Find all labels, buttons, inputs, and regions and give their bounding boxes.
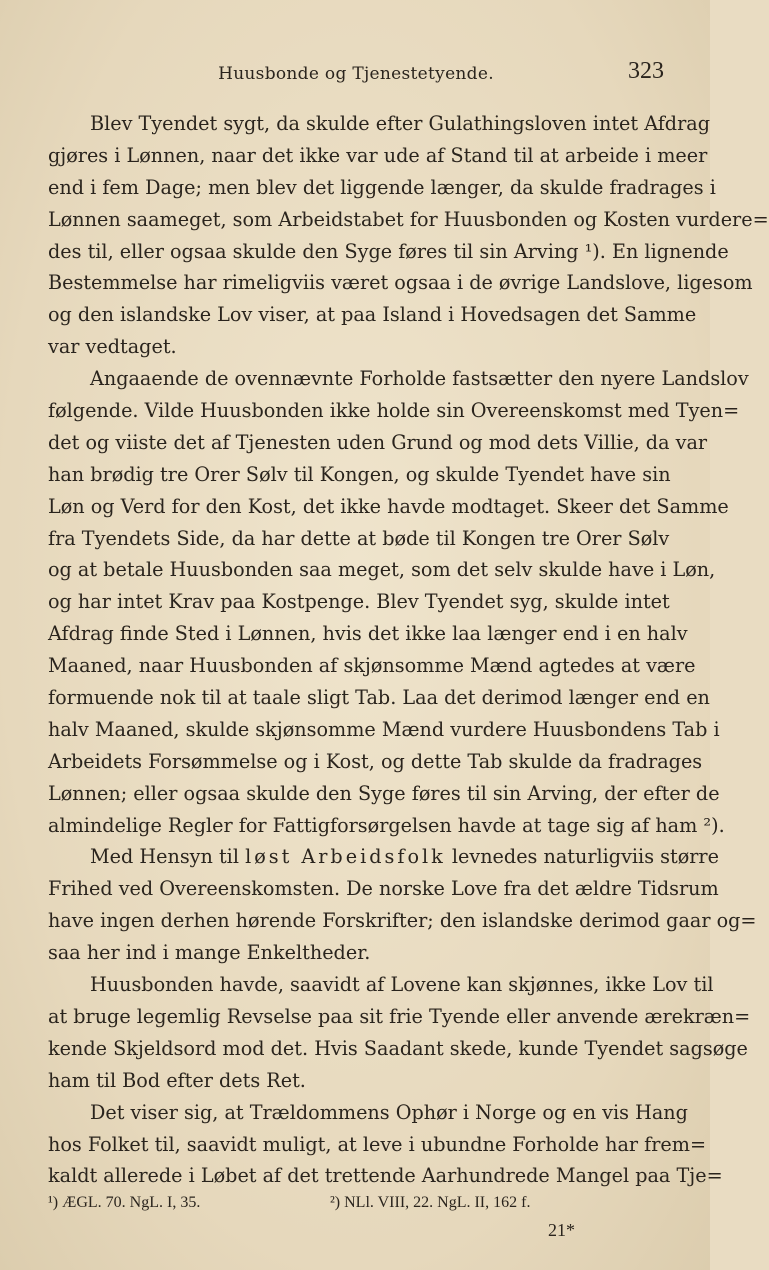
text-line: og den islandske Lov viser, at paa Island i Hovedsagen det Samme: [48, 303, 697, 327]
text-line: Løn og Verd for den Kost, det ikke havde modtaget. Skeer det Samme: [48, 494, 729, 518]
text-run: levnedes naturligviis større: [445, 845, 719, 869]
text-line: Maaned, naar Huusbonden af skjønsomme Mænd agtedes at være: [48, 654, 696, 678]
text-line: Lønnen saameget, som Arbeidstabet for Huusbonden og Kosten vurdere=: [48, 207, 769, 231]
text-line-spaced: [48, 841, 719, 873]
signature-mark: 21*: [548, 1220, 575, 1240]
text-line: Afdrag finde Sted i Lønnen, hvis det ikke laa længer end i en halv: [48, 622, 688, 646]
text-line: han brødig tre Orer Sølv til Kongen, og skulde Tyendet have sin: [48, 462, 671, 486]
text-line: gjøres i Lønnen, naar det ikke var ude af Stand til at arbeide i meer: [48, 143, 708, 167]
text-line: des til, eller ogsaa skulde den Syge føres til sin Arving ¹). En lignende: [48, 239, 729, 263]
text-line: almindelige Regler for Fattigforsørgelsen havde at tage sig af ham ²).: [48, 813, 725, 837]
text-line: Arbeidets Forsømmelse og i Kost, og dette Tab skulde da fradrages: [48, 749, 703, 773]
text-line: saa her ind i mange Enkeltheder.: [48, 941, 371, 965]
body-text: [48, 108, 769, 1192]
text-line: Bestemmelse har rimeligviis været ogsaa i de øvrige Landslove, ligesom: [48, 271, 753, 295]
text-line: kende Skjeldsord mod det. Hvis Saadant skede, kunde Tyendet sagsøge: [48, 1036, 748, 1060]
footnote-1: ¹) ÆGL. 70. NgL. I, 35.: [48, 1194, 201, 1211]
text-line: kaldt allerede i Løbet af det trettende Aarhundrede Mangel paa Tje=: [48, 1164, 723, 1188]
text-line: ham til Bod efter dets Ret.: [48, 1068, 306, 1092]
text-line: følgende. Vilde Huusbonden ikke holde sin Overeenskomst med Tyen=: [48, 399, 740, 423]
text-line: formuende nok til at taale sligt Tab. Laa det derimod længer end en: [48, 686, 710, 710]
text-line: Det viser sig, at Trældommens Ophør i Norge og en vis Hang: [90, 1100, 688, 1124]
text-line: fra Tyendets Side, da har dette at bøde til Kongen tre Orer Sølv: [48, 526, 670, 550]
spaced-emphasis: løst Arbeidsfolk: [245, 845, 446, 869]
text-line: det og viiste det af Tjenesten uden Grund og mod dets Villie, da var: [48, 430, 708, 454]
text-line: have ingen derhen hørende Forskrifter; den islandske derimod gaar og=: [48, 909, 757, 933]
text-line: Angaaende de ovennævnte Forholde fastsætter den nyere Landslov: [90, 367, 749, 391]
text-line: at bruge legemlig Revselse paa sit frie Tyende eller anvende ærekræn=: [48, 1004, 751, 1028]
text-line: og har intet Krav paa Kostpenge. Blev Tyendet syg, skulde intet: [48, 590, 670, 614]
text-line: end i fem Dage; men blev det liggende længer, da skulde fradrages i: [48, 175, 716, 199]
text-line: var vedtaget.: [48, 335, 177, 359]
text-line: Huusbonden havde, saavidt af Lovene kan skjønnes, ikke Lov til: [90, 973, 714, 997]
footnotes: [48, 1194, 664, 1212]
page-header: [48, 58, 664, 92]
text-line: og at betale Huusbonden saa meget, som det selv skulde have i Løn,: [48, 558, 716, 582]
text-run: Med Hensyn til: [90, 845, 246, 869]
text-line: Frihed ved Overeenskomsten. De norske Love fra det ældre Tidsrum: [48, 877, 719, 901]
footnote-2: ²) NLl. VIII, 22. NgL. II, 162 f.: [330, 1194, 531, 1211]
text-line: Lønnen; eller ogsaa skulde den Syge føres til sin Arving, der efter de: [48, 781, 720, 805]
text-line: hos Folket til, saavidt muligt, at leve i ubundne Forholde har frem=: [48, 1132, 707, 1156]
page-number: 323: [628, 58, 664, 84]
text-line: Blev Tyendet sygt, da skulde efter Gulathingsloven intet Afdrag: [90, 112, 710, 135]
running-head: Huusbonde og Tjenestetyende.: [218, 64, 494, 84]
text-line: halv Maaned, skulde skjønsomme Mænd vurdere Huusbondens Tab i: [48, 717, 720, 741]
